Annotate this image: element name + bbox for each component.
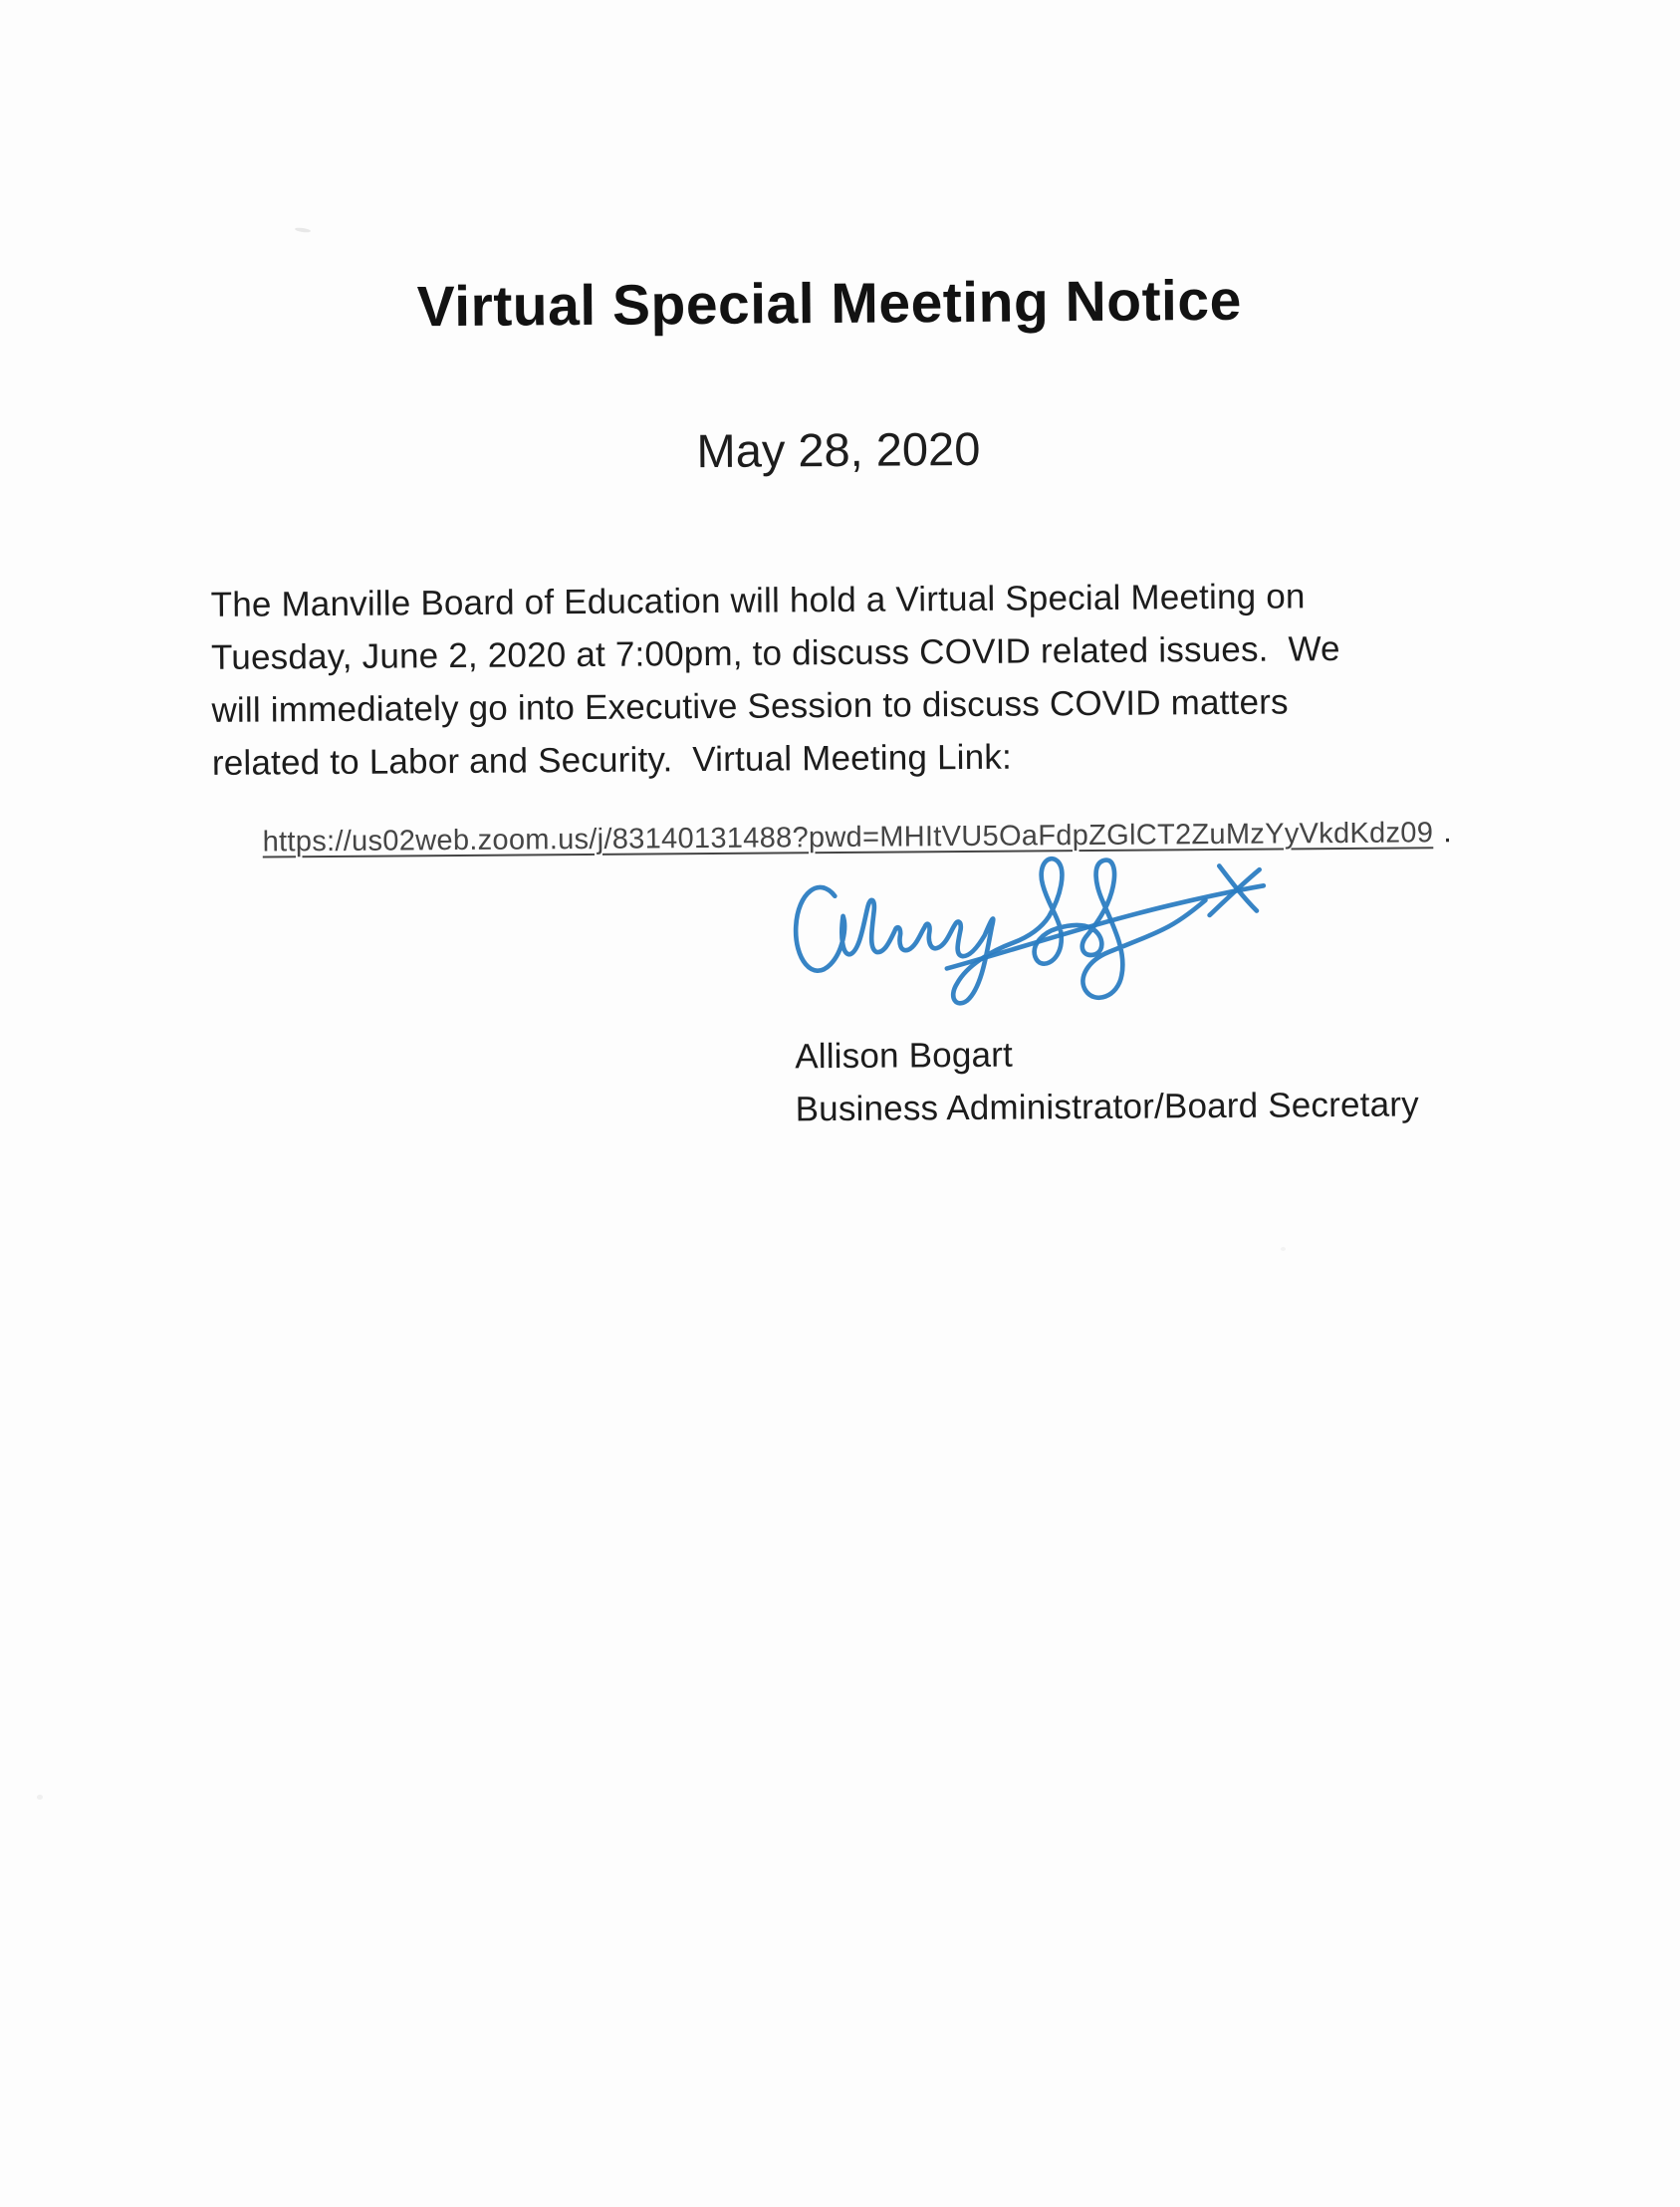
signer-title: Business Administrator/Board Secretary [795, 1085, 1419, 1129]
scan-speckle [1281, 1247, 1286, 1251]
signature-stroke-main [796, 858, 1207, 1005]
signer-block [795, 1025, 1419, 1135]
link-period: . [1443, 814, 1453, 850]
handwritten-signature [790, 852, 1273, 1011]
body-line-3: will immediately go into Executive Session to discuss COVID matters [211, 682, 1289, 730]
document-title: Virtual Special Meeting Notice [416, 268, 1243, 340]
zoom-meeting-link[interactable]: https://us02web.zoom.us/j/83140131488?pwd=MHItVU5OaFdpZGlCT2ZuMzYyVkdKdz09 [262, 817, 1434, 858]
body-line-1: The Manville Board of Education will hold a Virtual Special Meeting on [210, 577, 1306, 624]
body-line-2: Tuesday, June 2, 2020 at 7:00pm, to discuss COVID related issues. We [210, 629, 1340, 677]
body-line-4: related to Labor and Security. Virtual Meeting Link: [211, 737, 1013, 783]
signer-name: Allison Bogart [795, 1035, 1014, 1077]
scan-speckle [37, 1795, 43, 1800]
notice-body [210, 570, 1340, 790]
document-date: May 28, 2020 [696, 421, 981, 478]
